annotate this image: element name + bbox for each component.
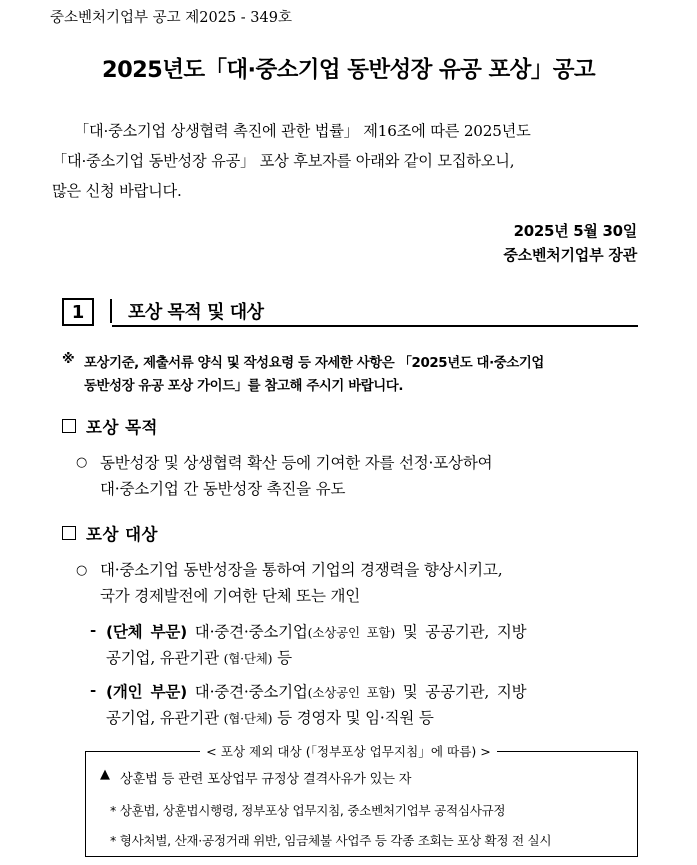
group-l1-paren: (소상공인 포함) <box>307 625 396 640</box>
individual-l2-paren: (협·단체) <box>223 711 273 726</box>
individual-label: (개인 부문) <box>106 683 188 701</box>
group-dash-icon: - <box>90 621 97 639</box>
individual-l1-paren: (소상공인 포함) <box>307 685 396 700</box>
individual-l1-a: 대·중견·중소기업 <box>194 683 308 701</box>
group-l1-a: 대·중견·중소기업 <box>194 623 308 641</box>
intro-line-1: 「대·중소기업 상생협력 촉진에 관한 법률」 제16조에 따른 2025년도 <box>74 122 531 140</box>
exclusion-caption: < 포상 제외 대상 (「정부포상 업무지침」에 따름) > <box>200 744 497 759</box>
intro-paragraph <box>52 116 640 206</box>
document-number: 중소벤처기업부 공고 제2025 - 349호 <box>50 10 292 26</box>
group-line-2 <box>106 646 292 668</box>
target-square-icon <box>62 526 76 540</box>
target-line-1: 대·중소기업 동반성장을 통하여 기업의 경쟁력을 향상시키고, <box>100 561 503 579</box>
note-line-1: 포상기준, 제출서류 양식 및 작성요령 등 자세한 사항은 「2025년도 대·중소기업 <box>84 356 544 371</box>
group-l2-b: 등 <box>277 649 292 667</box>
target-heading: 포상 대상 <box>86 525 159 544</box>
announcement-date: 2025년 5월 30일 <box>513 222 637 240</box>
issuer-name: 중소벤처기업부 장관 <box>503 246 637 264</box>
exclusion-item-1: * 상훈법, 상훈법시행령, 정부포상 업무지침, 중소벤처기업부 공적심사규정 <box>110 803 506 818</box>
exclusion-caption-wrap <box>0 741 697 760</box>
section-divider-bar <box>110 299 112 323</box>
individual-l1-b: 및 공공기관, 지방 <box>402 683 527 701</box>
triangle-icon: ▲ <box>100 767 110 782</box>
intro-line-2: 「대·중소기업 동반성장 유공」 포상 후보자를 아래와 같이 모집하오니, <box>52 152 515 170</box>
intro-line-3: 많은 신청 바랍니다. <box>52 182 182 200</box>
purpose-square-icon <box>62 419 76 433</box>
group-l2-a: 공기업, 유관기관 <box>106 649 219 667</box>
section-number-box: 1 <box>62 298 94 326</box>
individual-dash-icon: - <box>90 681 97 699</box>
purpose-bullet-icon: ○ <box>76 455 88 470</box>
exclusion-main: 상훈법 등 관련 포상업무 규정상 결격사유가 있는 자 <box>120 772 412 787</box>
note-line-2: 동반성장 유공 포상 가이드」를 참고해 주시기 바랍니다. <box>84 379 404 394</box>
purpose-heading: 포상 목적 <box>86 418 159 437</box>
group-line-1 <box>106 620 526 642</box>
target-line-2: 국가 경제발전에 기여한 단체 또는 개인 <box>100 587 361 605</box>
individual-l2-a: 공기업, 유관기관 <box>106 709 219 727</box>
target-bullet-icon: ○ <box>76 563 88 578</box>
individual-l2-b: 등 경영자 및 임·직원 등 <box>277 709 434 727</box>
page-title: 2025년도「대·중소기업 동반성장 유공 포상」공고 <box>102 57 595 83</box>
purpose-line-2: 대·중소기업 간 동반성장 촉진을 유도 <box>100 480 346 498</box>
section-underline <box>112 325 638 327</box>
individual-line-2 <box>106 706 434 728</box>
group-l1-b: 및 공공기관, 지방 <box>402 623 527 641</box>
note-mark-icon: ※ <box>62 352 75 367</box>
individual-line-1 <box>106 680 526 702</box>
exclusion-item-2: * 형사처벌, 산재·공정거래 위반, 임금체불 사업주 등 각종 조회는 포상 확정 전 실시 <box>110 833 552 848</box>
purpose-line-1: 동반성장 및 상생협력 확산 등에 기여한 자를 선정·포상하여 <box>100 454 493 472</box>
group-l2-paren: (협·단체) <box>223 651 273 666</box>
section-title: 포상 목적 및 대상 <box>128 302 264 323</box>
group-label: (단체 부문) <box>106 623 188 641</box>
